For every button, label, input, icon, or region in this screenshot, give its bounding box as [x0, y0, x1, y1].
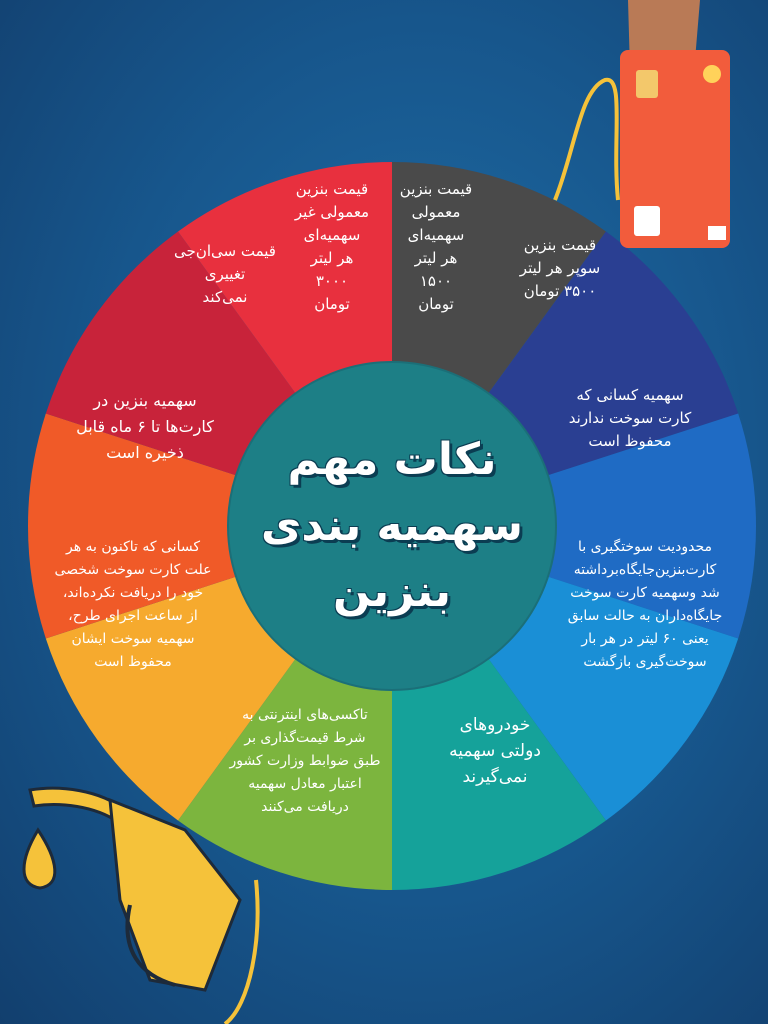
segment-quota-storage: سهمیه بنزین در کارت‌ها تا ۶ ماه قابل ذخیره است: [76, 391, 214, 462]
segment-super-price: قیمت بنزین سوپر هر لیتر ۳۵۰۰ تومان: [519, 236, 601, 300]
card-flag: [708, 226, 726, 240]
card-logo: [703, 65, 721, 83]
segment-non-quota-price: قیمت بنزین معمولی غیر سهمیه‌ای هر لیتر ۳۰۰۰ تومان: [294, 180, 370, 313]
segment-cng-price: قیمت سی‌ان‌جی تغییری نمی‌کند: [174, 242, 276, 306]
segment-station-card-limit: محدودیت سوختگیری با کارت‌بنزین‌جایگاه‌برداشته شد وسهمیه کارت سوخت جایگاه‌داران به حالت سابق یعنی ۶۰ لیتر در هر بار سوخت‌گیری بازگشت: [567, 539, 723, 670]
segment-gov-vehicles: خودروهای دولتی سهمیه نمی‌گیرند: [449, 715, 541, 787]
fuel-drop-icon: [24, 830, 55, 888]
fuel-hose-line-top: [555, 80, 618, 200]
segment-online-taxis: تاکسی‌های اینترنتی به شرط قیمت‌گذاری بر طبق ضوابط وزارت کشور اعتبار معادل سهمیه دریافت می‌کنند: [229, 707, 381, 815]
segment-no-card-quota: سهمیه کسانی که کارت سوخت ندارند محفوظ است: [568, 386, 692, 450]
segment-no-card-received: کسانی که تاکنون به هر علت کارت سوخت شخصی خود را دریافت نکرده‌اند، از ساعت اجرای طرح، سهمیه سوخت ایشان محفوظ است: [54, 539, 212, 670]
center-title: نکات مهم سهمیه بندی بنزین: [261, 434, 524, 617]
segment-regular-quota-price: قیمت بنزین معمولی سهمیه‌ای هر لیتر ۱۵۰۰ تومان: [399, 180, 473, 313]
card-chip: [636, 70, 658, 98]
card-pump-emblem: [634, 206, 660, 236]
fuel-card-illustration: [620, 0, 730, 248]
